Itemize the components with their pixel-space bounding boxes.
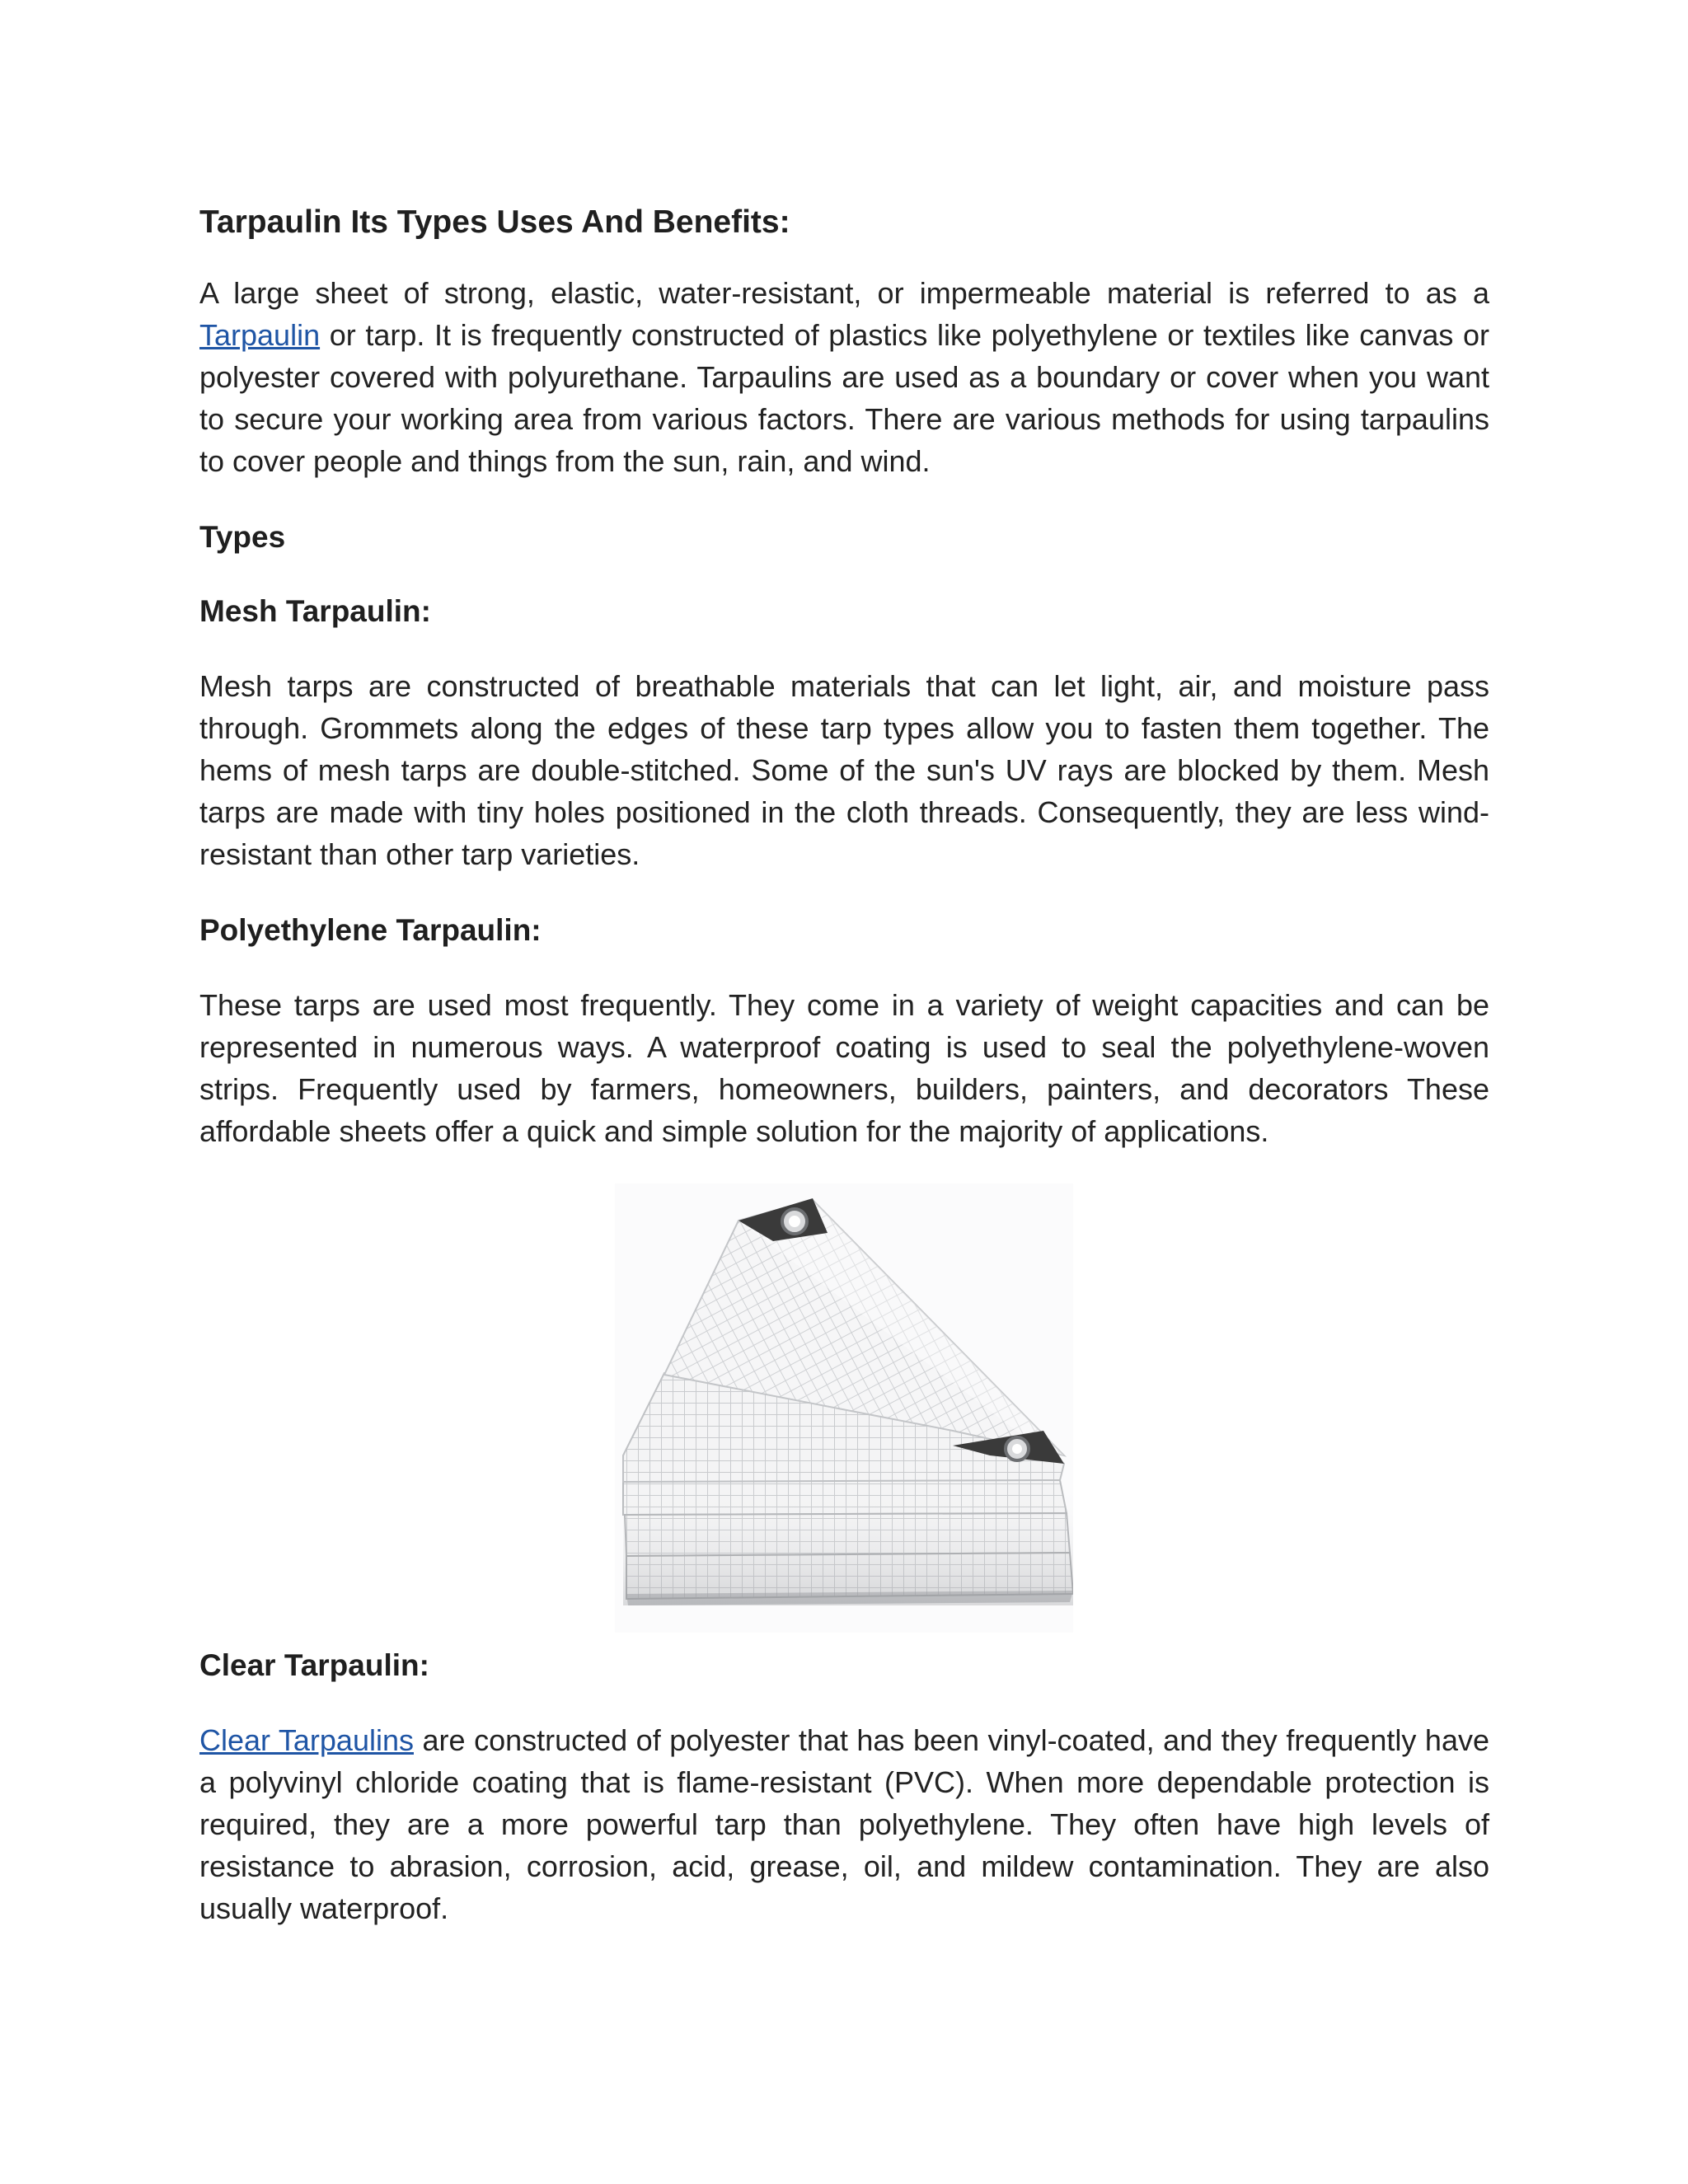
document-page [199, 198, 1489, 1929]
clear-paragraph-text: are constructed of polyester that has been vinyl-coated, and they frequently have a polyvinyl chloride coating that is flame-resistant (PVC). When more dependable protection is required, they are a more powerful tarp than polyethylene. They often have high levels of resistance to abrasion, corrosion, acid, grease, oil, and mildew contamination. They are also usually waterproof. [199, 1723, 1489, 1925]
mesh-heading: Mesh Tarpaulin: [199, 594, 431, 628]
polyethylene-paragraph: These tarps are used most frequently. They come in a variety of weight capacities and can be represented in numerous ways. A waterproof coating is used to seal the polyethylene-woven strips. Frequently used by farmers, homeowners, builders, painters, and decorators These affordable sheets offer a quick and simple solution for the majority of applications. [199, 988, 1489, 1148]
page-title: Tarpaulin Its Types Uses And Benefits: [199, 204, 790, 240]
polyethylene-heading: Polyethylene Tarpaulin: [199, 913, 542, 947]
clear-tarpaulins-link[interactable]: Clear Tarpaulins [199, 1723, 414, 1757]
clear-paragraph [199, 1719, 1489, 1929]
tarpaulin-link[interactable]: Tarpaulin [199, 318, 321, 352]
clear-heading: Clear Tarpaulin: [199, 1648, 429, 1682]
intro-text-end: or tarp. It is frequently constructed of plastics like polyethylene or textiles like canvas or polyester covered with polyurethane. Tarpaulins are used as a boundary or cover when you want to secure your working area from various factors. There are various methods for using tarpaulins to cover people and things from the sun, rain, and wind. [199, 318, 1489, 478]
folded-clear-mesh-tarpaulin-image [615, 1183, 1073, 1633]
intro-paragraph [199, 272, 1489, 482]
types-heading: Types [199, 520, 286, 554]
figure-container [199, 1183, 1489, 1645]
tarpaulin-image [615, 1183, 1073, 1633]
intro-text-start: A large sheet of strong, elastic, water-resistant, or impermeable material is referred to as a [199, 276, 1489, 310]
mesh-paragraph: Mesh tarps are constructed of breathable materials that can let light, air, and moisture pass through. Grommets along the edges of these tarp types allow you to fasten them together. The hems of mesh tarps are double-stitched. Some of the sun's UV rays are blocked by them. Mesh tarps are made with tiny holes positioned in the cloth threads. Consequently, they are less wind-resistant than other tarp varieties. [199, 669, 1489, 871]
